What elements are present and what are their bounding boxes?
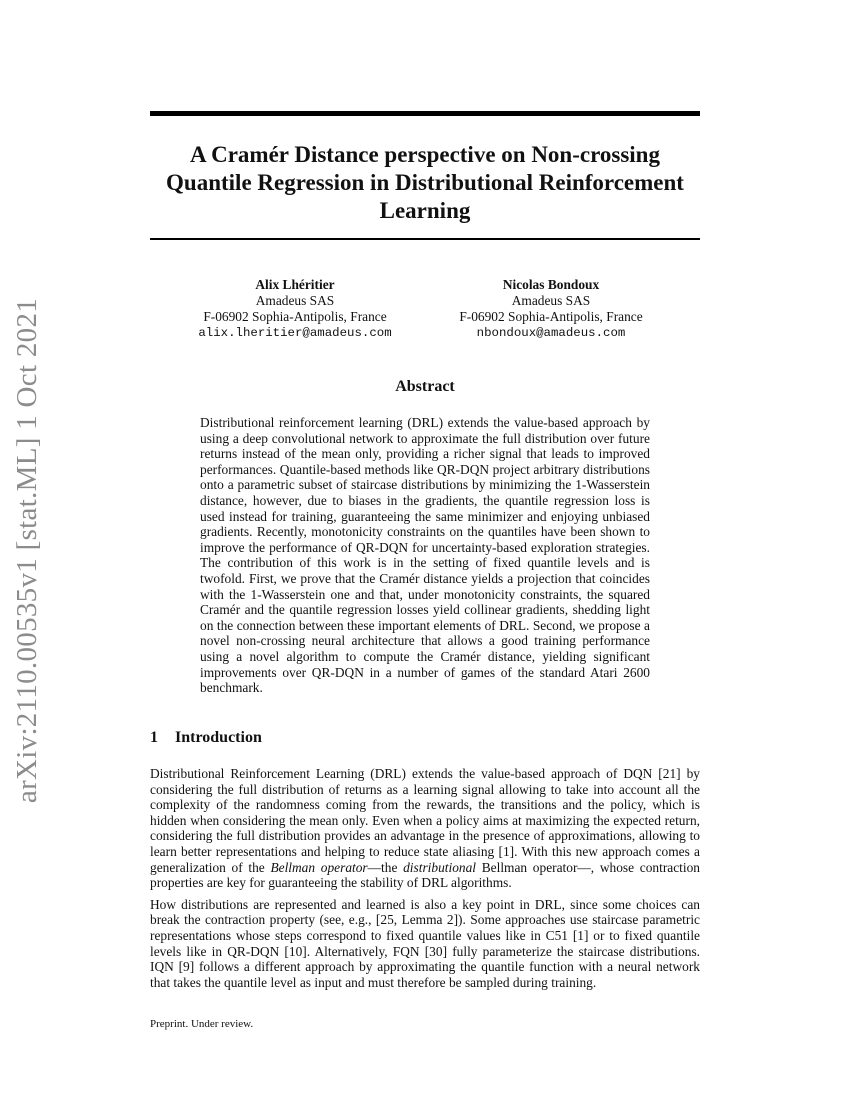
- author-affiliation: Amadeus SAS: [255, 293, 335, 308]
- intro-p1-emphasis-distributional: distributional: [403, 859, 477, 875]
- author-name: Alix Lhéritier: [255, 277, 335, 292]
- page-footer-note: Preprint. Under review.: [150, 1018, 254, 1030]
- intro-p1-emphasis-bellman-operator: Bellman operator: [270, 859, 368, 875]
- author-2: [431, 277, 671, 341]
- intro-paragraph-1: [150, 766, 700, 891]
- title-top-rule: [150, 111, 700, 116]
- paper-title: A Cramér Distance perspective on Non-crossing Quantile Regression in Distributional Reinforcement Learning: [166, 142, 684, 223]
- abstract-body: Distributional reinforcement learning (DRL) extends the value-based approach by using a deep convolutional network to approximate the full distribution over future returns instead of the mean only, providing a richer signal that leads to improved performances. Quantile-based methods like QR-DQN project arbitrary distributions onto a parametric subset of staircase distributions by minimizing the 1-Wasserstein distance, however, due to biases in the gradients, the quantile regression loss is used instead for training, guaranteeing the same minimizer and enjoying unbiased gradients. Recently, monotonicity constraints on the quantiles have been shown to improve the performance of QR-DQN for uncertainty-based exploration strategies. The contribution of this work is in the setting of fixed quantile levels and is twofold. First, we prove that the Cramér distance yields a projection that coincides with the 1-Wasserstein one and that, under monotonicity constraints, the squared Cramér and the quantile regression losses yield collinear gradients, shedding light on the connection between these important elements of DRL. Second, we propose a novel non-crossing neural architecture that allows a good training performance using a novel algorithm to compute the Cramér distance, yielding significant improvements over QR-DQN in a number of games of the standard Atari 2600 benchmark.: [200, 415, 650, 696]
- intro-p1-text-a: Distributional Reinforcement Learning (DRL) extends the value-based approach of DQN [21] by considering the full distribution of returns as a learning signal allowing to take into account all the complexity of the randomness coming from the rewards, the transitions and the policy, which is hidden when considering the mean only. Even when a policy aims at maximizing the expected return, considering the full distribution provides an advantage in the presence of approximations, allowing to learn better representations and helping to reduce state aliasing [1]. With this new approach comes a generalization of the: [150, 766, 700, 875]
- author-block: [150, 277, 700, 347]
- intro-paragraph-2: How distributions are represented and learned is also a key point in DRL, since some choices can break the contraction property (see, e.g., [25, Lemma 2]). Some approaches use staircase parametric representations whose steps correspond to fixed quantile values like in C51 [1] or to fixed quantile levels like in QR-DQN [10]. Alternatively, FQN [30] fully parameterize the staircase distributions. IQN [9] follows a different approach by approximating the quantile function with a neural network that takes the quantile level as input and must therefore be sampled during training.: [150, 896, 700, 990]
- title-bottom-rule: [150, 238, 700, 240]
- author-1: [175, 277, 415, 341]
- author-address: F-06902 Sophia-Antipolis, France: [203, 309, 387, 324]
- abstract-heading: Abstract: [395, 378, 455, 395]
- arxiv-identifier-stamp: [2, 297, 54, 803]
- section-heading: [150, 729, 700, 747]
- intro-p1-text-b: —the: [367, 859, 404, 875]
- author-address: F-06902 Sophia-Antipolis, France: [459, 309, 643, 324]
- arxiv-identifier-text: arXiv:2110.00535v1 [stat.ML] 1 Oct 2021: [11, 297, 44, 803]
- author-email: nbondoux@amadeus.com: [476, 326, 626, 340]
- intro-p1-text-c: Bellman operator—, whose contraction properties are key for guaranteeing the stability of DRL algorithms.: [150, 859, 700, 891]
- introduction-body: [150, 766, 700, 996]
- author-name: Nicolas Bondoux: [502, 277, 600, 292]
- section-number: 1: [150, 729, 158, 746]
- section-title: Introduction: [175, 729, 262, 746]
- author-affiliation: Amadeus SAS: [511, 293, 591, 308]
- author-email: alix.lheritier@amadeus.com: [198, 326, 392, 340]
